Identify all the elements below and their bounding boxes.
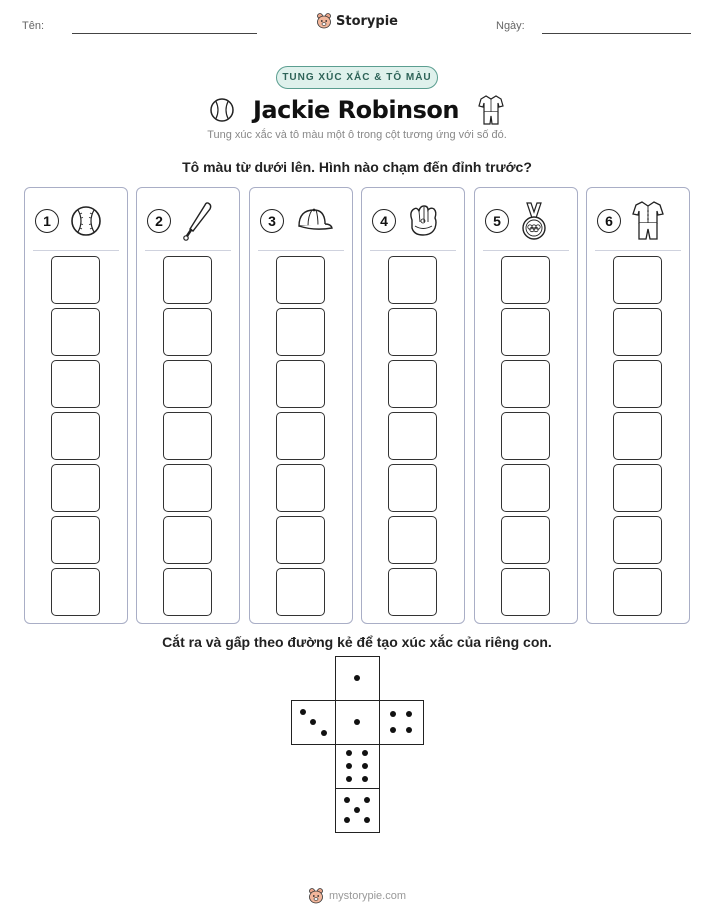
color-box[interactable] (613, 256, 662, 304)
color-box[interactable] (388, 568, 437, 616)
baseball-uniform-icon (631, 200, 665, 242)
color-box[interactable] (51, 516, 100, 564)
footer-url: mystorypie.com (328, 890, 407, 902)
die-pip (390, 711, 396, 717)
color-box[interactable] (613, 412, 662, 460)
column-number: 3 (260, 209, 284, 233)
color-box[interactable] (276, 516, 325, 564)
column-divider (145, 250, 231, 251)
die-pip (344, 817, 350, 823)
die-face (335, 744, 380, 789)
color-box[interactable] (501, 412, 550, 460)
column-divider (483, 250, 569, 251)
storypie-mascot-icon (316, 12, 332, 30)
column-6 (586, 187, 690, 624)
color-box[interactable] (276, 256, 325, 304)
color-box[interactable] (163, 360, 212, 408)
color-box[interactable] (388, 308, 437, 356)
die-pip (390, 727, 396, 733)
die-pip (321, 730, 327, 736)
baseball-cap-icon (294, 206, 334, 236)
color-box[interactable] (163, 464, 212, 512)
color-box[interactable] (276, 568, 325, 616)
color-box[interactable] (501, 464, 550, 512)
storypie-mascot-icon (308, 887, 324, 905)
die-pip (362, 776, 368, 782)
die-face (335, 788, 380, 833)
subtitle: Tung xúc xắc và tô màu một ô trong cột tương ứng với số đó. (207, 129, 507, 141)
column-2 (136, 187, 240, 624)
color-box[interactable] (51, 412, 100, 460)
dice-columns (24, 187, 690, 624)
die-pip (346, 763, 352, 769)
baseball-icon (209, 97, 235, 123)
column-1 (24, 187, 128, 624)
baseball-glove-icon (406, 204, 440, 238)
color-box[interactable] (276, 360, 325, 408)
name-label: Tên: (22, 20, 45, 32)
color-box[interactable] (276, 464, 325, 512)
column-divider (258, 250, 344, 251)
die-pip (346, 750, 352, 756)
medal-icon (519, 201, 549, 241)
column-number: 1 (35, 209, 59, 233)
color-box[interactable] (501, 256, 550, 304)
die-pip (364, 817, 370, 823)
color-box[interactable] (388, 412, 437, 460)
color-box[interactable] (163, 412, 212, 460)
color-box[interactable] (388, 516, 437, 564)
die-pip (354, 675, 360, 681)
baseball-icon (69, 204, 103, 238)
color-box[interactable] (51, 464, 100, 512)
column-divider (595, 250, 681, 251)
baseball-bat-icon (181, 201, 215, 241)
color-box[interactable] (501, 360, 550, 408)
brand-logo (0, 12, 714, 30)
die-pip (406, 727, 412, 733)
name-line (72, 33, 257, 34)
color-box[interactable] (613, 516, 662, 564)
die-pip (364, 797, 370, 803)
color-box[interactable] (613, 308, 662, 356)
color-box[interactable] (163, 568, 212, 616)
color-box[interactable] (163, 256, 212, 304)
color-box[interactable] (613, 464, 662, 512)
color-box[interactable] (51, 568, 100, 616)
title-row (0, 92, 714, 128)
die-face (291, 700, 336, 745)
brand-name: Storypie (336, 13, 398, 29)
die-pip (346, 776, 352, 782)
color-box[interactable] (51, 360, 100, 408)
color-box[interactable] (501, 568, 550, 616)
date-line (542, 33, 691, 34)
activity-badge: TUNG XÚC XẮC & TÔ MÀU (276, 66, 438, 89)
color-box[interactable] (613, 360, 662, 408)
baseball-uniform-icon (477, 94, 505, 126)
column-5 (474, 187, 578, 624)
die-pip (344, 797, 350, 803)
color-box[interactable] (163, 516, 212, 564)
die-face (379, 700, 424, 745)
color-box[interactable] (51, 308, 100, 356)
die-pip (362, 750, 368, 756)
die-pip (354, 807, 360, 813)
die-face (335, 700, 380, 745)
color-box[interactable] (276, 308, 325, 356)
color-box[interactable] (501, 516, 550, 564)
die-pip (362, 763, 368, 769)
die-pip (310, 719, 316, 725)
date-label: Ngày: (496, 20, 525, 32)
die-pip (300, 709, 306, 715)
color-box[interactable] (613, 568, 662, 616)
die-pip (354, 719, 360, 725)
column-number: 5 (485, 209, 509, 233)
column-number: 2 (147, 209, 171, 233)
column-divider (370, 250, 456, 251)
die-pip (406, 711, 412, 717)
color-box[interactable] (163, 308, 212, 356)
column-3 (249, 187, 353, 624)
color-box[interactable] (501, 308, 550, 356)
column-number: 4 (372, 209, 396, 233)
coloring-instruction: Tô màu từ dưới lên. Hình nào chạm đến đỉnh trước? (182, 159, 532, 175)
column-number: 6 (597, 209, 621, 233)
page-title: Jackie Robinson (253, 96, 459, 124)
column-4 (361, 187, 465, 624)
die-instruction: Cắt ra và gấp theo đường kẻ để tạo xúc xắc của riêng con. (162, 634, 552, 650)
color-box[interactable] (388, 360, 437, 408)
footer (0, 887, 714, 905)
color-box[interactable] (388, 464, 437, 512)
color-box[interactable] (388, 256, 437, 304)
color-box[interactable] (276, 412, 325, 460)
die-face (335, 656, 380, 701)
color-box[interactable] (51, 256, 100, 304)
column-divider (33, 250, 119, 251)
